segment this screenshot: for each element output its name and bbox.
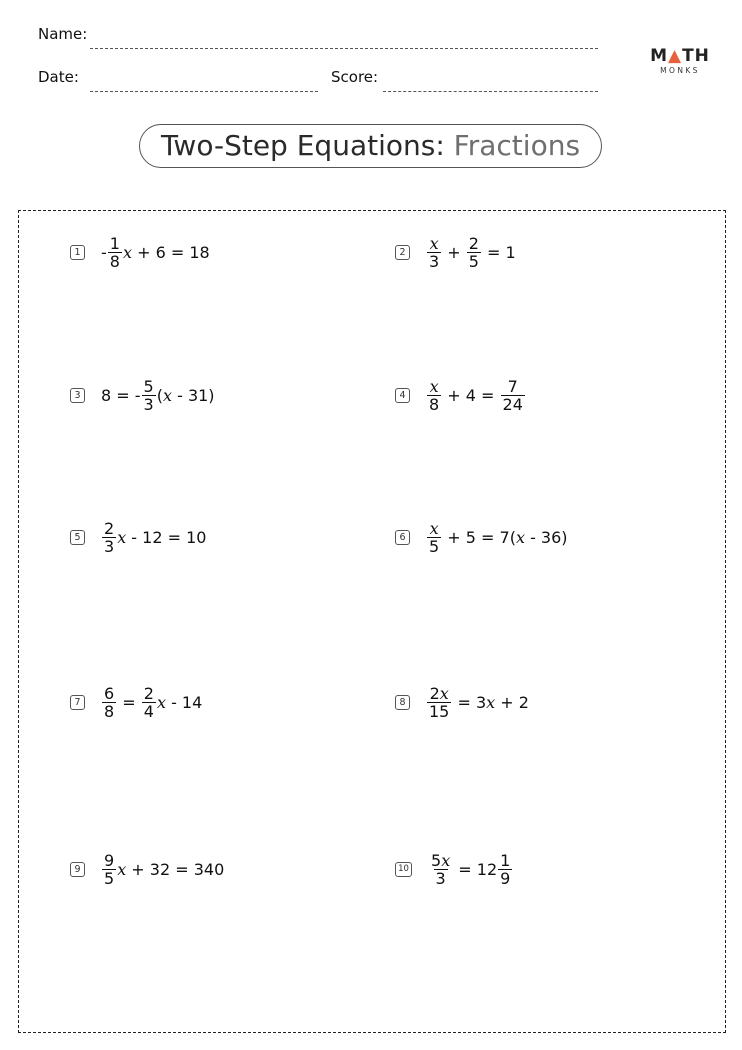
problem-8: 8 $\frac{2x}{15}$ = 3 x + 2 (395, 682, 529, 722)
name-label: Name: (38, 25, 88, 43)
problems-frame (18, 210, 726, 1033)
date-field[interactable] (90, 91, 318, 92)
title-sub: Fractions (453, 129, 581, 162)
problem-1: 1 - $\frac{1}{8}$ x + 6 = 18 (70, 232, 210, 272)
problem-number: 7 (70, 695, 85, 710)
problem-number: 4 (395, 388, 410, 403)
problem-9: 9 $\frac{9}{5}$ x + 32 = 340 (70, 849, 224, 889)
name-field[interactable] (90, 48, 598, 49)
problem-number: 9 (70, 862, 85, 877)
problem-number: 5 (70, 530, 85, 545)
logo-subtitle: MONKS (660, 66, 700, 75)
triangle-icon: ▲ (668, 46, 683, 66)
page-title (139, 124, 602, 168)
logo-wordmark: M▲TH (650, 46, 710, 66)
problem-6: 6 $\frac{x}{5}$ + 5 = 7( x - 36) (395, 517, 568, 557)
problem-7: 7 $\frac{6}{8}$ = $\frac{2}{4}$ x - 14 (70, 682, 202, 722)
problem-number: 1 (70, 245, 85, 260)
problem-number: 3 (70, 388, 85, 403)
problem-number: 10 (395, 862, 412, 877)
score-field[interactable] (383, 91, 598, 92)
problem-number: 8 (395, 695, 410, 710)
problem-number: 6 (395, 530, 410, 545)
problem-2: 2 $\frac{x}{3}$ + $\frac{2}{5}$ = 1 (395, 232, 516, 272)
problem-3: 3 8 = - $\frac{5}{3}$ ( x - 31) (70, 375, 215, 415)
problem-number: 2 (395, 245, 410, 260)
problem-5: 5 $\frac{2}{3}$ x - 12 = 10 (70, 517, 206, 557)
date-label: Date: (38, 68, 79, 86)
problem-10: 10 $\frac{5x}{3}$ = 12 $\frac{1}{9}$ (395, 849, 513, 889)
score-label: Score: (331, 68, 379, 86)
problem-4: 4 $\frac{x}{8}$ + 4 = $\frac{7}{24}$ (395, 375, 526, 415)
title-main: Two-Step Equations: (160, 129, 445, 162)
math-monks-logo (648, 46, 712, 76)
